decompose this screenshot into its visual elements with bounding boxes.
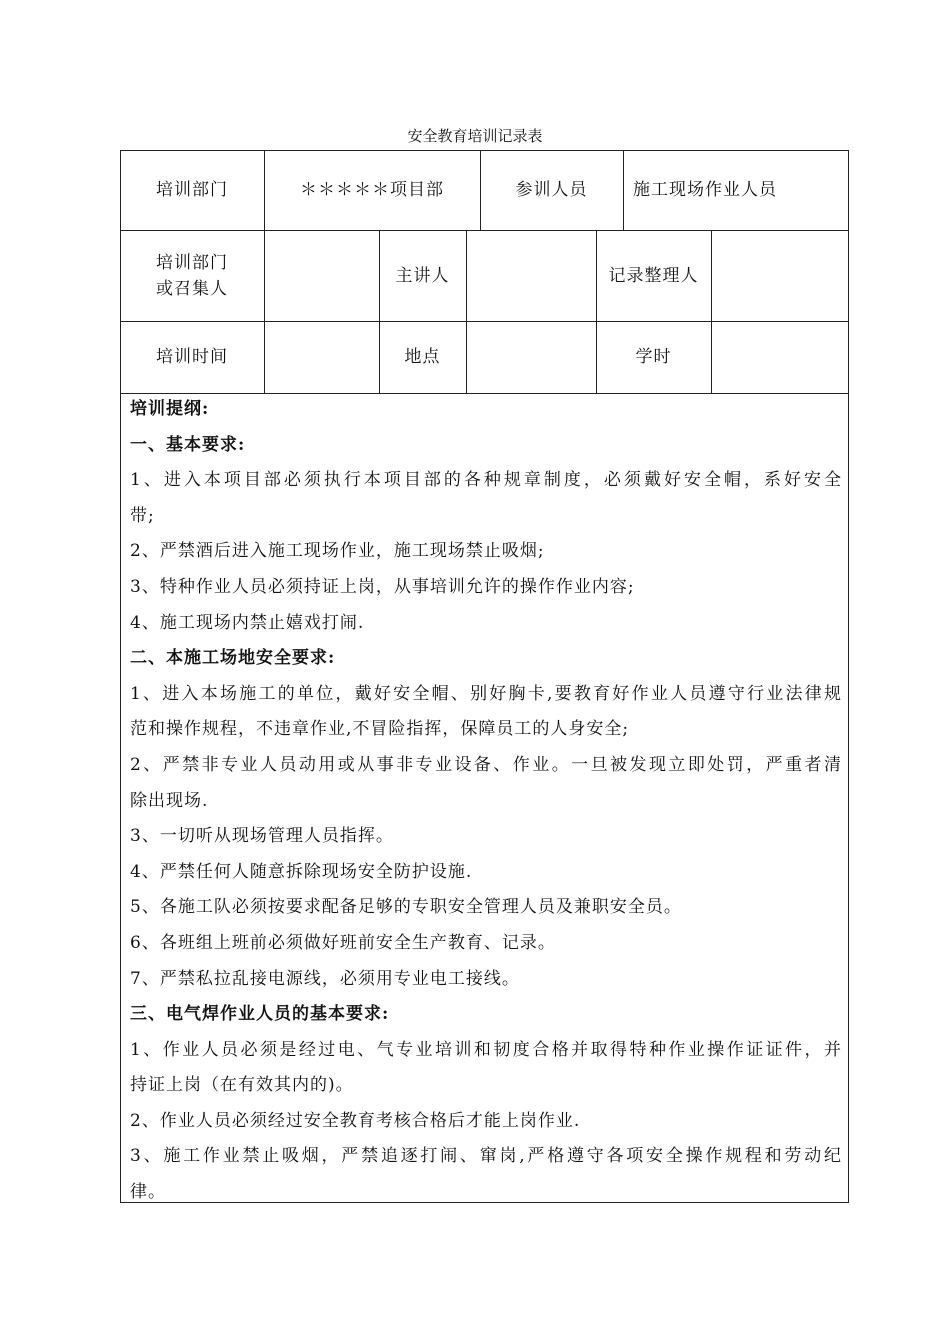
training-outline: [130, 392, 842, 1211]
training-dept-value[interactable]: ＊＊＊＊＊项目部: [300, 180, 444, 200]
place-label: 地点: [404, 347, 441, 367]
lecturer-label: 主讲人: [395, 265, 450, 286]
outline-line: 律。: [130, 1182, 166, 1203]
document-title: 安全教育培训记录表: [407, 127, 543, 145]
section1-heading: 一、基本要求:: [130, 434, 246, 455]
participants-label: 参训人员: [515, 180, 588, 200]
outline-line: 1、进入本场施工的单位，戴好安全帽、别好胸卡,要教育好作业人员遵守行业法律规: [130, 683, 842, 704]
training-time-label: 培训时间: [156, 347, 228, 367]
convener-label-line2: 或召集人: [156, 278, 228, 299]
outline-heading: 培训提纲:: [130, 399, 210, 419]
recorder-value[interactable]: [711, 230, 849, 321]
recorder-label: 记录整理人: [608, 265, 699, 286]
training-time-value[interactable]: [264, 321, 379, 393]
outline-line: 带;: [130, 505, 155, 526]
outline-line: 4、施工现场内禁止嬉戏打闹.: [130, 612, 365, 633]
outline-line: 1、进入本项目部必须执行本项目部的各种规章制度，必须戴好安全帽，系好安全: [130, 470, 842, 491]
lecturer-value[interactable]: [466, 230, 596, 321]
outline-line: 3、特种作业人员必须持证上岗，从事培训允许的操作作业内容;: [130, 576, 635, 597]
outline-line: 3、施工作业禁止吸烟，严禁追逐打闹、窜岗,严格遵守各项安全操作规程和劳动纪: [130, 1146, 842, 1167]
outline-line: 持证上岗（在有效其内的)。: [130, 1075, 354, 1096]
section3-heading: 三、电气焊作业人员的基本要求:: [130, 1004, 390, 1025]
outline-line: 5、各施工队必须按要求配备足够的专职安全管理人员及兼职安全员。: [130, 897, 682, 918]
participants-value[interactable]: 施工现场作业人员: [633, 180, 777, 200]
hours-value[interactable]: [711, 321, 849, 393]
convener-label: [120, 230, 264, 321]
outline-line: 3、一切听从现场管理人员指挥。: [130, 826, 394, 847]
outline-line: 范和操作规程，不违章作业,不冒险指挥，保障员工的人身安全;: [130, 719, 630, 740]
convener-label-line1: 培训部门: [156, 252, 228, 273]
outline-line: 7、严禁私拉乱接电源线，必须用专业电工接线。: [130, 968, 520, 989]
hours-label: 学时: [635, 347, 672, 367]
section2-heading: 二、本施工场地安全要求:: [130, 648, 336, 669]
training-dept-label: 培训部门: [156, 180, 228, 200]
outline-line: 2、严禁酒后进入施工现场作业，施工现场禁止吸烟;: [130, 541, 545, 562]
outline-line: 除出现场.: [130, 790, 209, 811]
place-value[interactable]: [466, 321, 596, 393]
outline-line: 1、作业人员必须是经过电、气专业培训和韧度合格并取得特种作业操作证证件，并: [130, 1039, 842, 1060]
convener-value[interactable]: [264, 230, 379, 321]
outline-line: 2、作业人员必须经过安全教育考核合格后才能上岗作业.: [130, 1110, 581, 1131]
outline-line: 2、严禁非专业人员动用或从事非专业设备、作业。一旦被发现立即处罚，严重者清: [130, 754, 842, 775]
outline-line: 4、严禁任何人随意拆除现场安全防护设施.: [130, 861, 473, 882]
outline-line: 6、各班组上班前必须做好班前安全生产教育、记录。: [130, 932, 556, 953]
